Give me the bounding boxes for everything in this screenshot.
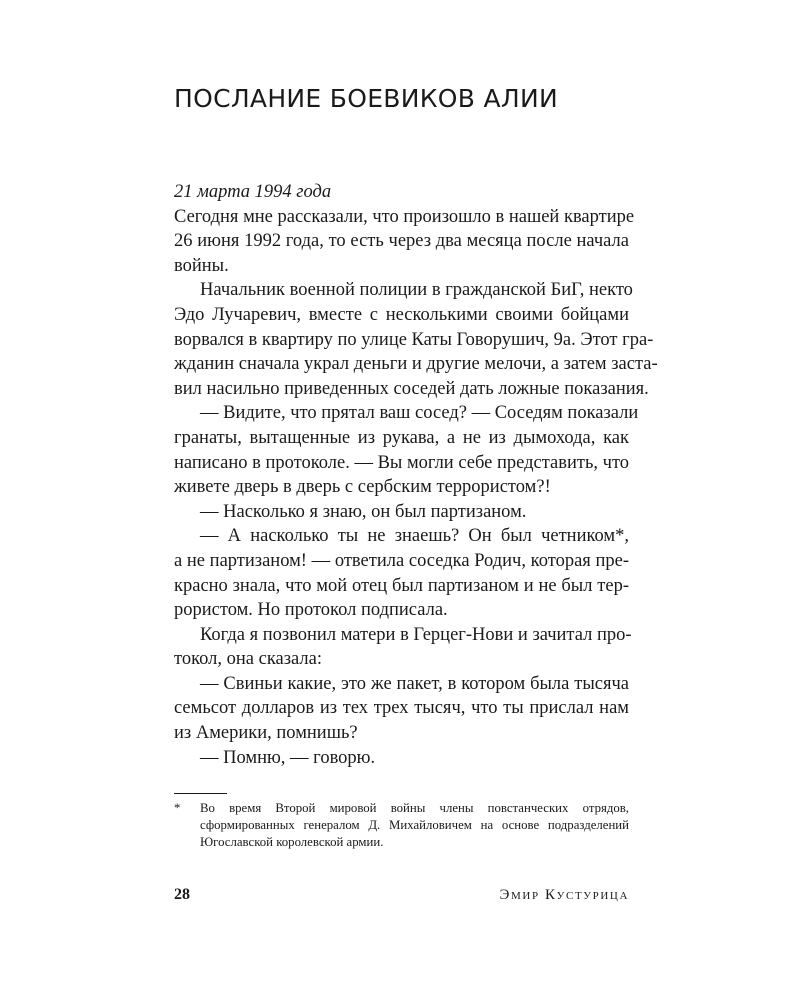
text-line: жданин сначала украл деньги и другие мелочи, а затем заста-: [174, 354, 658, 375]
text-line: вил насильно приведенных соседей дать ложные показания.: [174, 378, 649, 399]
footnote-line: Во время Второй мировой войны члены повстанческих отрядов,: [200, 801, 629, 815]
footnote-text: [200, 800, 629, 851]
text-line: войны.: [174, 255, 229, 276]
text-line: токол, она сказала:: [174, 649, 323, 670]
text-line: Сегодня мне рассказали, что произошло в нашей квартире: [174, 206, 635, 227]
text-line: Когда я позвонил матери в Герцег-Нови и зачитал про-: [200, 624, 632, 645]
text-line: а не партизаном! — ответила соседка Родич, которая пре-: [174, 550, 629, 571]
text-line: — А насколько ты не знаешь? Он был четником*,: [200, 526, 629, 547]
text-line: — Видите, что прятал ваш сосед? — Соседям показали: [200, 403, 639, 424]
entry-date: 21 марта 1994 года: [174, 182, 332, 202]
text-line: гранаты, вытащенные из рукава, а не из дымохода, как: [174, 427, 629, 448]
text-line: живете дверь в дверь с сербским террористом?!: [174, 477, 551, 498]
text-line: 26 июня 1992 года, то есть через два месяца после начала: [174, 231, 629, 252]
text-line: рористом. Но протокол подписала.: [174, 600, 448, 621]
text-line: красно знала, что мой отец был партизаном и не был тер-: [174, 575, 629, 596]
text-line: — Помню, — говорю.: [200, 747, 376, 768]
text-line: — Насколько я знаю, он был партизаном.: [200, 501, 527, 522]
chapter-title: ПОСЛАНИЕ БОЕВИКОВ АЛИИ: [174, 84, 558, 113]
text-line: — Свиньи какие, это же пакет, в котором была тысяча: [200, 673, 629, 694]
footnote-line: Югославской королевской армии.: [200, 835, 384, 849]
text-line: Начальник военной полиции в гражданской БиГ, некто: [200, 280, 633, 301]
running-head: Эмир Кустурица: [499, 887, 629, 903]
body-text: [174, 180, 658, 770]
page-number: 28: [174, 886, 190, 903]
text-line: ворвался в квартиру по улице Каты Говорушич, 9а. Этот гра-: [174, 329, 654, 350]
footnote-mark: *: [174, 801, 181, 815]
text-line: из Америки, помнишь?: [174, 723, 358, 744]
text-line: Эдо Лучаревич, вместе с несколькими своими бойцами: [174, 304, 629, 325]
footnote-divider: [174, 793, 227, 794]
footnote-line: сформированных генералом Д. Михайловичем на основе подразделений: [200, 818, 629, 832]
text-line: написано в протоколе. — Вы могли себе представить, что: [174, 452, 630, 473]
text-line: семьсот долларов из тех трех тысяч, что ты прислал нам: [174, 698, 629, 719]
